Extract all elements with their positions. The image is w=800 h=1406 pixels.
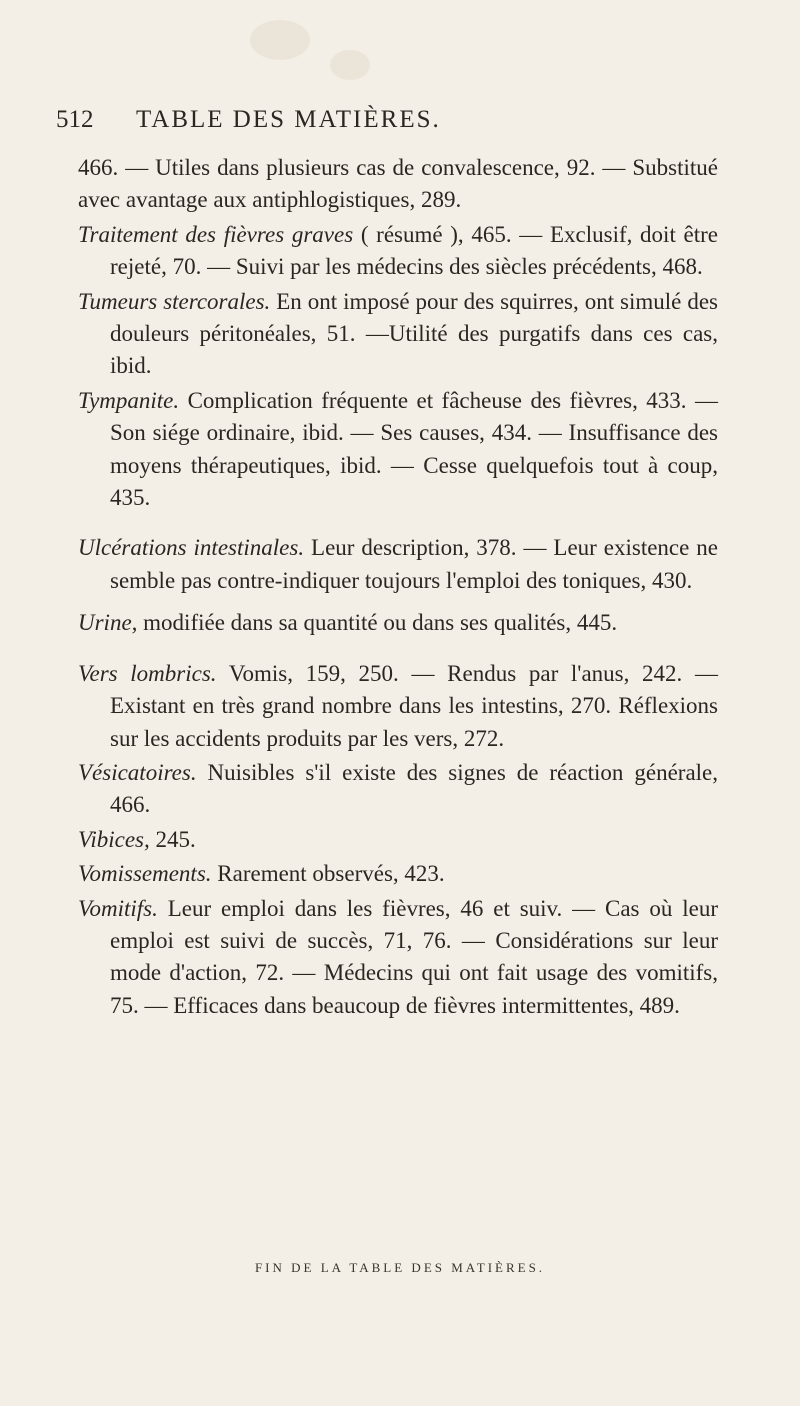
index-entry	[78, 757, 718, 822]
index-entry	[78, 607, 718, 639]
entry-text: Rarement observés, 423.	[211, 861, 445, 887]
entry-term: Vomissements.	[78, 861, 212, 887]
index-entry	[78, 824, 718, 856]
entry-term: Tumeurs stercorales.	[78, 288, 271, 314]
entry-term: Traitement des fièvres graves	[78, 221, 354, 247]
entry-term: Vers lombrics.	[78, 660, 217, 686]
entry-term: Vibices,	[78, 826, 150, 852]
entry-text: En ont imposé pour des squirres, ont simulé des douleurs péritonéales, 51. —Utilité des purgatifs dans ces cas, ibid.	[110, 288, 718, 379]
running-title: TABLE DES MATIÈRES.	[136, 106, 441, 133]
running-header	[56, 106, 620, 146]
entry-text: ( résumé ), 465. — Exclusif, doit être rejeté, 70. — Suivi par les médecins des siècles précédents, 468.	[110, 221, 718, 280]
entry-term: Vésicatoires.	[78, 759, 197, 785]
entry-text: modifiée dans sa quantité ou dans ses qualités, 445.	[137, 610, 618, 636]
entry-term: Urine,	[78, 610, 138, 636]
entry-text: Nuisibles s'il existe des signes de réaction générale, 466.	[110, 759, 718, 818]
index-entry	[78, 532, 718, 597]
index-entry	[78, 219, 718, 284]
entry-text: 245.	[149, 826, 196, 852]
end-of-table-note: FIN DE LA TABLE DES MATIÈRES.	[254, 1260, 546, 1275]
entry-text: Vomis, 159, 250. — Rendus par l'anus, 242. — Existant en très grand nombre dans les intestins, 270. Réflexions sur les accidents produits par les vers, 272.	[110, 660, 718, 751]
paper-stain	[330, 50, 370, 80]
entry-term: Tympanite.	[78, 387, 180, 413]
entry-text: 466. — Utiles dans plusieurs cas de convalescence, 92. — Substitué avec avantage aux antiphlogistiques, 289.	[78, 155, 718, 213]
index-content	[78, 152, 718, 1024]
index-entry	[78, 858, 718, 890]
paper-stain	[250, 20, 310, 60]
index-entry	[78, 893, 718, 1023]
index-entry	[78, 385, 718, 515]
entry-text: Complication fréquente et fâcheuse des fièvres, 433. — Son siége ordinaire, ibid. — Ses causes, 434. — Insuffisance des moyens thérapeutiques, ibid. — Cesse quelquefois tout à coup, 435.	[110, 387, 718, 511]
index-entry	[78, 152, 718, 217]
page-number: 512	[56, 106, 94, 133]
entry-term: Vomitifs.	[78, 895, 158, 921]
entry-text: Leur description, 378. — Leur existence ne semble pas contre-indiquer toujours l'emploi des toniques, 430.	[110, 535, 718, 593]
entry-text: Leur emploi dans les fièvres, 46 et suiv. — Cas où leur emploi est suivi de succès, 71, 76. — Considérations sur leur mode d'action, 72. — Médecins qui ont fait usage des vomitifs, 75. — Efficaces dans beaucoup de fièvres intermittentes, 489.	[110, 895, 718, 1018]
index-entry	[78, 658, 718, 755]
entry-term: Ulcérations intestinales.	[78, 535, 305, 561]
index-entry	[78, 286, 718, 383]
